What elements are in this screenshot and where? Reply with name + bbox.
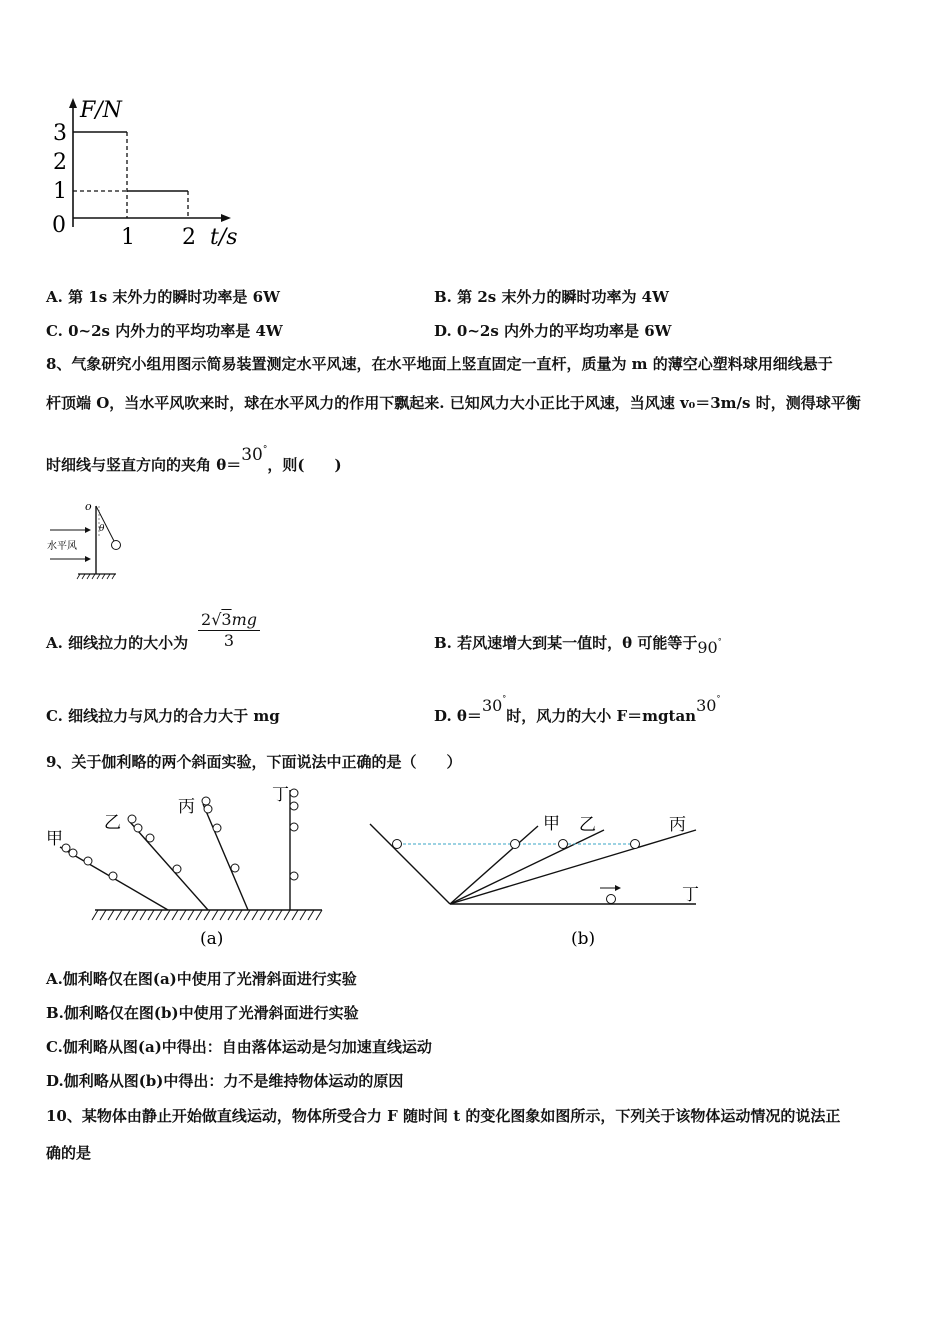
q8-option-a-fraction: [198, 610, 260, 650]
q8-degree: °: [262, 445, 268, 455]
q10-text-line2: 确的是: [46, 1144, 92, 1162]
q9-option-a[interactable]: A.伽利略仅在图(a)中使用了光滑斜面进行实验: [46, 970, 357, 988]
force-time-graph: [40, 92, 250, 257]
q8-text-line2: 杆顶端 O，当水平风吹来时，球在水平风力的作用下飘起来. 已知风力大小正比于风速，当风速 v₀＝3m/s 时，测得球平衡: [46, 394, 861, 412]
ball: [84, 857, 92, 865]
label-jia: 甲: [543, 814, 560, 834]
q8-option-d-angle2: 30: [696, 696, 717, 715]
q8-option-b-degree: °: [717, 637, 722, 646]
ball: [146, 834, 154, 842]
ball: [69, 849, 77, 857]
ball: [128, 815, 136, 823]
label-yi: 乙: [579, 815, 596, 835]
ball: [607, 895, 616, 904]
x-tick-1: 1: [121, 225, 135, 250]
label-bing: 丙: [178, 797, 195, 817]
fraction-numerator: 2√3mg: [198, 610, 260, 631]
q8-text-line3: [46, 445, 342, 475]
incline-bing: [450, 830, 696, 904]
q8-text-line1: 8、气象研究小组用图示简易装置测定水平风速，在水平地面上竖直固定一直杆，质量为 m 的薄空心塑料球用细线悬于: [46, 355, 833, 373]
q8-option-c[interactable]: C. 细线拉力与风力的合力大于 mg: [46, 707, 280, 725]
y-tick-3: 3: [53, 121, 67, 146]
origin-label: 0: [52, 213, 66, 238]
q9-question: 9、关于伽利略的两个斜面实验，下面说法中正确的是（ ）: [46, 753, 462, 771]
wind-arrowhead-1: [85, 527, 91, 533]
ball: [134, 824, 142, 832]
q7-option-d[interactable]: D. 0~2s 内外力的平均功率是 6W: [434, 322, 672, 340]
x-tick-2: 2: [182, 225, 196, 250]
q8-option-d-angle: 30: [481, 696, 503, 715]
q7-option-a[interactable]: A. 第 1s 末外力的瞬时功率是 6W: [46, 288, 280, 306]
q8-line3-pre: 时细线与竖直方向的夹角 θ＝: [46, 456, 242, 474]
x-axis-arrow: [221, 214, 231, 222]
label-ding: 丁: [682, 885, 699, 905]
ball: [231, 864, 239, 872]
q8-option-d-degree2: °: [716, 694, 721, 703]
motion-arrowhead: [615, 885, 621, 891]
fig-theta-label: θ: [99, 524, 105, 534]
ball: [112, 541, 121, 550]
ball: [511, 840, 520, 849]
q8-option-d-mid: 时，风力的大小 F＝mgtan: [506, 707, 697, 725]
ball: [393, 840, 402, 849]
ball: [631, 840, 640, 849]
radicand: 3: [221, 610, 232, 629]
wind-arrowhead-2: [85, 556, 91, 562]
ground-hatch: [92, 910, 322, 920]
label-jia: 甲: [46, 829, 63, 849]
galileo-figure-b: [368, 806, 708, 952]
caption-b: (b): [571, 929, 596, 949]
q8-angle: 30: [241, 445, 263, 465]
label-bing: 丙: [669, 815, 686, 835]
ball: [290, 789, 298, 797]
q8-option-b-text: B. 若风速增大到某一值时，θ 可能等于: [434, 634, 698, 652]
label-ding: 丁: [272, 785, 289, 805]
q8-option-b-angle: 90: [697, 638, 718, 657]
ball: [204, 805, 212, 813]
ball: [290, 872, 298, 880]
y-axis-arrow: [69, 98, 77, 108]
incline-left: [370, 824, 450, 904]
q8-option-a-text: A. 细线拉力的大小为: [46, 634, 189, 652]
q7-option-b[interactable]: B. 第 2s 末外力的瞬时功率为 4W: [434, 288, 669, 306]
q10-text-line1: 10、某物体由静止开始做直线运动，物体所受合力 F 随时间 t 的变化图象如图所示，下列关于该物体运动情况的说法正: [46, 1107, 841, 1125]
fig-o-label: o: [85, 500, 92, 513]
ground-hatching: [77, 574, 115, 579]
q8-option-d-degree: °: [502, 694, 507, 703]
q9-option-b[interactable]: B.伽利略仅在图(b)中使用了光滑斜面进行实验: [46, 1004, 359, 1022]
incline-jia: [450, 826, 538, 904]
ball: [559, 840, 568, 849]
label-yi: 乙: [104, 813, 121, 833]
y-axis-label: F/N: [80, 98, 122, 123]
y-tick-1: 1: [53, 179, 67, 204]
caption-a: (a): [200, 929, 224, 949]
q8-option-d[interactable]: [434, 694, 721, 726]
x-axis-label: t/s: [210, 225, 238, 250]
sqrt-sign: √: [211, 610, 222, 629]
incline-yi: [130, 822, 208, 910]
q8-option-b[interactable]: [434, 632, 722, 657]
ball: [109, 872, 117, 880]
ball: [213, 824, 221, 832]
incline-yi: [450, 830, 604, 904]
wind-apparatus-figure: [44, 496, 134, 581]
q8-option-a[interactable]: [46, 632, 188, 653]
q9-option-c[interactable]: C.伽利略从图(a)中得出：自由落体运动是匀加速直线运动: [46, 1038, 432, 1056]
y-tick-2: 2: [53, 150, 67, 175]
ball: [173, 865, 181, 873]
ball: [202, 797, 210, 805]
q7-option-c[interactable]: C. 0~2s 内外力的平均功率是 4W: [46, 322, 283, 340]
galileo-figure-a: [40, 782, 330, 952]
ball: [290, 823, 298, 831]
q9-option-d[interactable]: D.伽利略从图(b)中得出：力不是维持物体运动的原因: [46, 1072, 404, 1090]
fraction-denominator: 3: [223, 631, 235, 650]
ball: [62, 844, 70, 852]
incline-bing: [203, 804, 248, 910]
fig-wind-label: 水平风: [47, 541, 77, 552]
ball: [290, 802, 298, 810]
q8-line3-post: ，则( ): [267, 456, 342, 474]
q8-option-d-pre: D. θ＝: [434, 707, 482, 725]
